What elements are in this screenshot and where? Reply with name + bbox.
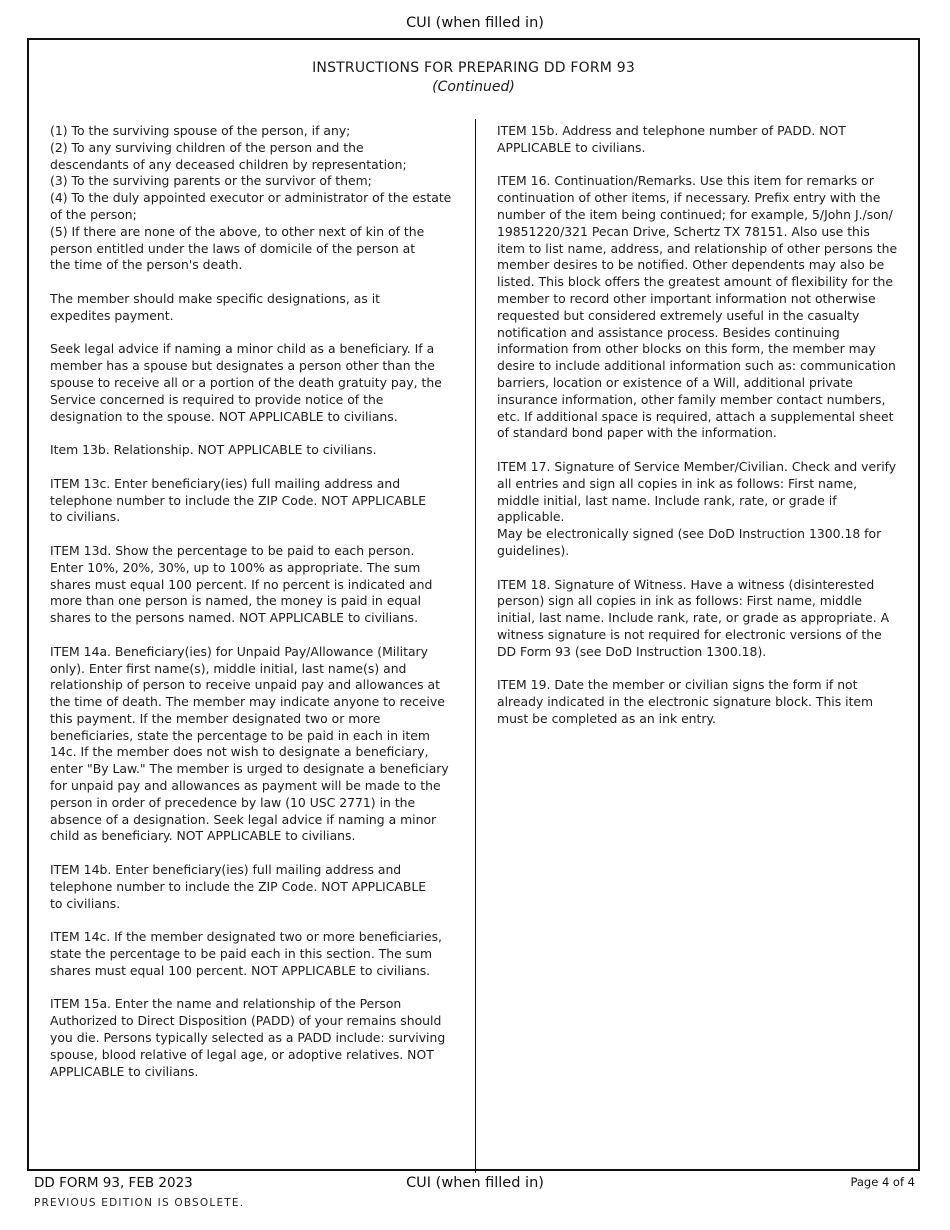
- instruction-paragraph: ITEM 13c. Enter beneficiary(ies) full mailing address and telephone number to include the ZIP Code. NOT APPLICABLE to civilians.: [50, 475, 427, 525]
- page-subtitle: (Continued): [432, 79, 515, 95]
- instruction-paragraph: ITEM 19. Date the member or civilian signs the form if not already indicated in the electronic signature block. This item must be completed as an ink entry.: [497, 677, 874, 726]
- instruction-paragraph: ITEM 13d. Show the percentage to be paid to each person. Enter 10%, 20%, 30%, up to 100% as appropriate. The sum shares must equal 100 percent. If no percent is indicated and more than one person is named, the money is paid in equal shares to the persons named. NOT APPLICABLE to civilians.: [50, 542, 433, 626]
- obsolete-notice: PREVIOUS EDITION IS OBSOLETE.: [34, 1197, 245, 1209]
- instruction-paragraph: Seek legal advice if naming a minor child as a beneficiary. If a member has a spouse but designates a person other than the spouse to receive all or a portion of the death gratuity pay, the Service concerned is required to provide notice of the designation to the spouse. NOT APPLICABLE to civilians.: [50, 341, 442, 424]
- instruction-paragraph: ITEM 14a. Beneficiary(ies) for Unpaid Pay/Allowance (Military only). Enter first name(s), middle initial, last name(s) and relationship of person to receive unpaid pay and allowances at the time of death. The member may indicate anyone to receive this payment. If the member designated two or more beneficiaries, state the percentage to be paid in each in item 14c. If the member does not wish to designate a beneficiary, enter "By Law." The member is urged to designate a beneficiary for unpaid pay and allowances as payment will be made to the person in order of precedence by law (10 USC 2771) in the absence of a designation. Seek legal advice if naming a minor child as beneficiary. NOT APPLICABLE to civilians.: [50, 643, 449, 844]
- instruction-paragraph: (1) To the surviving spouse of the person, if any; (2) To any surviving children of the person and the descendants of any deceased children by representation; (3) To the surviving parents or the survivor of them; (4) To the duly appointed executor or administrator of the estate of the person; (5) If there are none of the above, to other next of kin of the person entitled under the laws of domicile of the person at the time of the person's death.: [50, 123, 452, 273]
- right-column: [497, 123, 907, 744]
- instructions-frame: [27, 38, 920, 1171]
- instruction-paragraph: ITEM 14b. Enter beneficiary(ies) full mailing address and telephone number to include the ZIP Code. NOT APPLICABLE to civilians.: [50, 862, 427, 911]
- page-number: Page 4 of 4: [850, 1175, 915, 1189]
- instruction-paragraph: Item 13b. Relationship. NOT APPLICABLE to civilians.: [50, 442, 377, 458]
- instruction-paragraph: The member should make specific designations, as it expedites payment.: [50, 290, 381, 323]
- column-divider: [475, 119, 476, 1173]
- left-column: [50, 123, 458, 1097]
- instruction-paragraph: ITEM 14c. If the member designated two or more beneficiaries, state the percentage to be paid each in this section. The sum shares must equal 100 percent. NOT APPLICABLE to civilians.: [50, 929, 442, 978]
- instruction-paragraph: ITEM 16. Continuation/Remarks. Use this item for remarks or continuation of other items, if necessary. Prefix entry with the number of the item being continued; for example, 5/John J./son/ 19851220/321 Pecan Drive, Schertz TX 78151. Also use this item to list name, address, and relationship of other persons the member desires to be notified. Other dependents may also be listed. This block offers the greatest amount of flexibility for the member to record other important information not otherwise requested but considered extremely useful in the casualty notification and assistance process. Besides continuing information from other blocks on this form, the member may desire to include additional information such as: communication barriers, location or existence of a Will, additional private insurance information, other family member contact numbers, etc. If additional space is required, attach a supplemental sheet of standard bond paper with the information.: [497, 173, 898, 441]
- form-identifier: DD FORM 93, FEB 2023: [34, 1175, 193, 1191]
- page-title: INSTRUCTIONS FOR PREPARING DD FORM 93: [312, 60, 635, 76]
- cui-marking-bottom: CUI (when filled in): [406, 1175, 544, 1191]
- instruction-paragraph: ITEM 15a. Enter the name and relationship of the Person Authorized to Direct Disposition (PADD) of your remains should you die. Persons typically selected as a PADD include: surviving spouse, blood relative of legal age, or adoptive relatives. NOT APPLICABLE to civilians.: [50, 996, 446, 1079]
- cui-marking-top: CUI (when filled in): [406, 15, 544, 31]
- instruction-paragraph: ITEM 17. Signature of Service Member/Civilian. Check and verify all entries and sign all copies in ink as follows: First name, middle initial, last name. Include rank, rate, or grade if applicable. May be electronically signed (see DoD Instruction 1300.18 for guidelines).: [497, 458, 897, 558]
- instruction-paragraph: ITEM 18. Signature of Witness. Have a witness (disinterested person) sign all copies in ink as follows: First name, middle initial, last name. Include rank, rate, or grade as appropriate. A witness signature is not required for electronic versions of the DD Form 93 (see DoD Instruction 1300.18).: [497, 576, 890, 659]
- instruction-paragraph: ITEM 15b. Address and telephone number of PADD. NOT APPLICABLE to civilians.: [497, 123, 846, 155]
